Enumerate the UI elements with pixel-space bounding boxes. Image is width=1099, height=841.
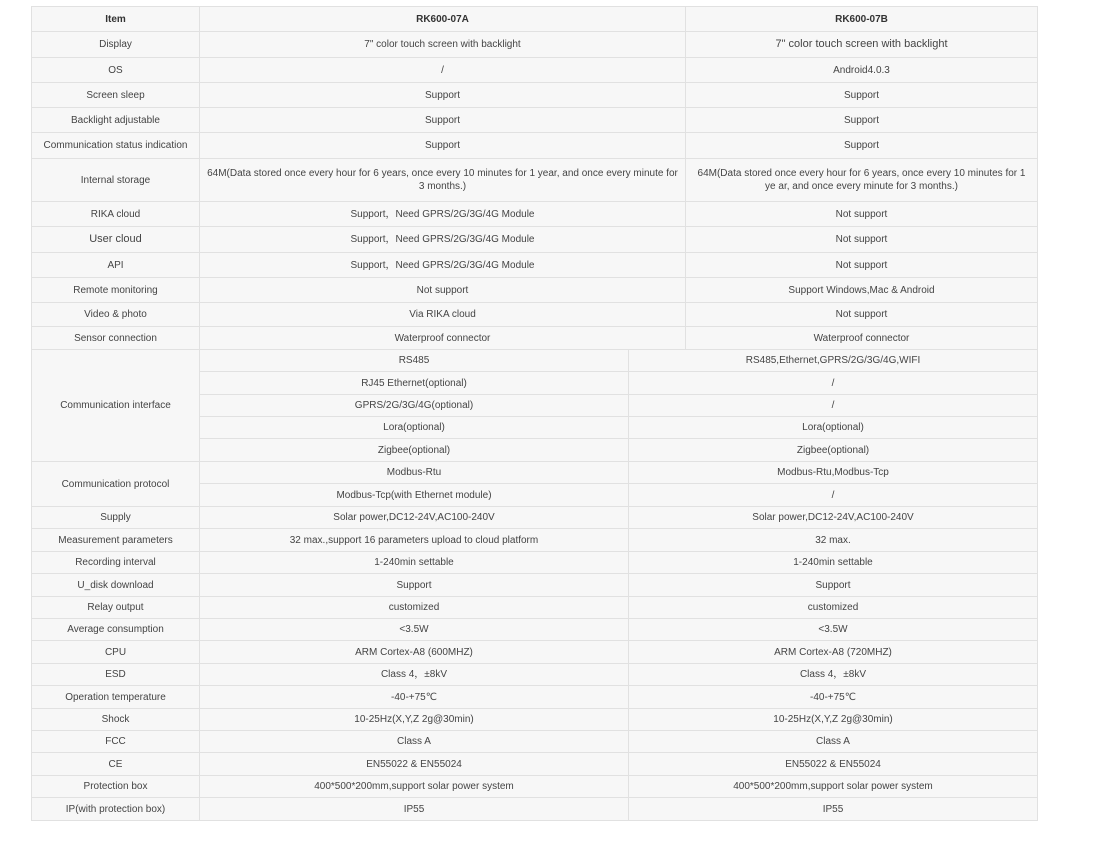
model-b-value: Not support xyxy=(686,303,1038,327)
model-b-value: Not support xyxy=(686,227,1038,253)
model-b-value: RS485,Ethernet,GPRS/2G/3G/4G,WIFI xyxy=(629,350,1038,372)
model-a-header: RK600-07A xyxy=(200,7,686,32)
model-a-value: / xyxy=(200,58,686,83)
model-a-value: 10-25Hz(X,Y,Z 2g@30min) xyxy=(200,709,629,731)
table-row xyxy=(32,619,1038,641)
model-a-value: Solar power,DC12-24V,AC100-240V xyxy=(200,507,629,529)
spec-table xyxy=(31,6,1038,821)
model-a-value: Lora(optional) xyxy=(200,417,629,439)
header-row xyxy=(32,7,1038,32)
table-row xyxy=(32,202,1038,227)
model-b-value: EN55022 & EN55024 xyxy=(629,753,1038,776)
model-b-value: Solar power,DC12-24V,AC100-240V xyxy=(629,507,1038,529)
model-a-value: Via RIKA cloud xyxy=(200,303,686,327)
model-a-value: Waterproof connector xyxy=(200,327,686,350)
spec-label: Average consumption xyxy=(32,619,200,641)
spec-label: CE xyxy=(32,753,200,776)
spec-label: OS xyxy=(32,58,200,83)
table-row xyxy=(32,159,1038,202)
spec-label: User cloud xyxy=(32,227,200,253)
spec-label: ESD xyxy=(32,664,200,686)
spec-label: Recording interval xyxy=(32,552,200,574)
table-row xyxy=(32,327,1038,350)
spec-label: Relay output xyxy=(32,597,200,619)
spec-label: Communication interface xyxy=(32,350,200,462)
table-row xyxy=(32,108,1038,133)
model-a-value: Zigbee(optional) xyxy=(200,439,629,462)
model-b-value: Lora(optional) xyxy=(629,417,1038,439)
table-row xyxy=(32,507,1038,529)
spec-label: Internal storage xyxy=(32,159,200,202)
model-a-value: Support xyxy=(200,133,686,159)
table-row xyxy=(32,731,1038,753)
model-b-value: <3.5W xyxy=(629,619,1038,641)
model-b-value: Android4.0.3 xyxy=(686,58,1038,83)
table-row xyxy=(32,462,1038,484)
model-a-value: Not support xyxy=(200,278,686,303)
model-b-value: Zigbee(optional) xyxy=(629,439,1038,462)
model-a-value: Class A xyxy=(200,731,629,753)
model-a-value: ARM Cortex-A8 (600MHZ) xyxy=(200,641,629,664)
model-b-value: 32 max. xyxy=(629,529,1038,552)
spec-label: Measurement parameters xyxy=(32,529,200,552)
model-a-value: customized xyxy=(200,597,629,619)
spec-label: U_disk download xyxy=(32,574,200,597)
model-b-value: -40-+75℃ xyxy=(629,686,1038,709)
model-a-value: <3.5W xyxy=(200,619,629,641)
table-row xyxy=(32,278,1038,303)
model-a-value: Support，Need GPRS/2G/3G/4G Module xyxy=(200,202,686,227)
model-a-value: Class 4，±8kV xyxy=(200,664,629,686)
table-row xyxy=(32,664,1038,686)
spec-label: API xyxy=(32,253,200,278)
spec-label: Communication status indication xyxy=(32,133,200,159)
table-row xyxy=(32,776,1038,798)
model-a-value: 1-240min settable xyxy=(200,552,629,574)
model-b-value: Class A xyxy=(629,731,1038,753)
model-b-value: 1-240min settable xyxy=(629,552,1038,574)
model-b-value: Support xyxy=(629,574,1038,597)
model-a-value: RS485 xyxy=(200,350,629,372)
spec-label: RIKA cloud xyxy=(32,202,200,227)
table-row xyxy=(32,709,1038,731)
model-a-value: Modbus-Tcp(with Ethernet module) xyxy=(200,484,629,507)
model-b-value: / xyxy=(629,372,1038,395)
model-a-value: GPRS/2G/3G/4G(optional) xyxy=(200,395,629,417)
table-row xyxy=(32,529,1038,552)
spec-label: Protection box xyxy=(32,776,200,798)
model-b-value: / xyxy=(629,395,1038,417)
model-b-value: Support Windows,Mac & Android xyxy=(686,278,1038,303)
table-row xyxy=(32,574,1038,597)
item-header: Item xyxy=(32,7,200,32)
table-row xyxy=(32,597,1038,619)
model-b-value: Class 4，±8kV xyxy=(629,664,1038,686)
model-a-value: 64M(Data stored once every hour for 6 years, once every 10 minutes for 1 year, and once every minute for 3 months.) xyxy=(200,159,686,202)
model-b-value: ARM Cortex-A8 (720MHZ) xyxy=(629,641,1038,664)
model-a-value: Support xyxy=(200,108,686,133)
spec-label: Screen sleep xyxy=(32,83,200,108)
table-row xyxy=(32,641,1038,664)
model-b-value: Not support xyxy=(686,202,1038,227)
table-row xyxy=(32,350,1038,372)
model-b-value: Support xyxy=(686,108,1038,133)
model-a-value: Support，Need GPRS/2G/3G/4G Module xyxy=(200,227,686,253)
spec-label: Sensor connection xyxy=(32,327,200,350)
spec-label: Video & photo xyxy=(32,303,200,327)
table-row xyxy=(32,227,1038,253)
model-b-value: Support xyxy=(686,83,1038,108)
spec-label: Remote monitoring xyxy=(32,278,200,303)
model-b-value: Support xyxy=(686,133,1038,159)
model-a-value: Support，Need GPRS/2G/3G/4G Module xyxy=(200,253,686,278)
table-row xyxy=(32,58,1038,83)
spec-label: Shock xyxy=(32,709,200,731)
model-b-value: 10-25Hz(X,Y,Z 2g@30min) xyxy=(629,709,1038,731)
model-b-value: 64M(Data stored once every hour for 6 years, once every 10 minutes for 1 ye ar, and once every minute for 3 months.) xyxy=(686,159,1038,202)
model-b-value: IP55 xyxy=(629,798,1038,821)
model-b-value: Modbus-Rtu,Modbus-Tcp xyxy=(629,462,1038,484)
model-a-value: Support xyxy=(200,83,686,108)
model-b-value: / xyxy=(629,484,1038,507)
table-row xyxy=(32,753,1038,776)
table-row xyxy=(32,303,1038,327)
model-a-value: 400*500*200mm,support solar power system xyxy=(200,776,629,798)
table-row xyxy=(32,83,1038,108)
model-a-value: IP55 xyxy=(200,798,629,821)
model-a-value: 32 max.,support 16 parameters upload to cloud platform xyxy=(200,529,629,552)
table-row xyxy=(32,686,1038,709)
table-row xyxy=(32,552,1038,574)
model-a-value: EN55022 & EN55024 xyxy=(200,753,629,776)
table-row xyxy=(32,798,1038,821)
table-row xyxy=(32,32,1038,58)
model-a-value: -40-+75℃ xyxy=(200,686,629,709)
spec-label: CPU xyxy=(32,641,200,664)
model-a-value: RJ45 Ethernet(optional) xyxy=(200,372,629,395)
spec-label: FCC xyxy=(32,731,200,753)
model-a-value: 7" color touch screen with backlight xyxy=(200,32,686,58)
model-b-header: RK600-07B xyxy=(686,7,1038,32)
model-b-value: Not support xyxy=(686,253,1038,278)
spec-label: Display xyxy=(32,32,200,58)
table-row xyxy=(32,133,1038,159)
spec-label: Operation temperature xyxy=(32,686,200,709)
table-row xyxy=(32,253,1038,278)
spec-label: Communication protocol xyxy=(32,462,200,507)
spec-label: IP(with protection box) xyxy=(32,798,200,821)
model-a-value: Support xyxy=(200,574,629,597)
model-a-value: Modbus-Rtu xyxy=(200,462,629,484)
spec-label: Supply xyxy=(32,507,200,529)
spec-label: Backlight adjustable xyxy=(32,108,200,133)
model-b-value: Waterproof connector xyxy=(686,327,1038,350)
model-b-value: 400*500*200mm,support solar power system xyxy=(629,776,1038,798)
model-b-value: 7" color touch screen with backlight xyxy=(686,32,1038,58)
model-b-value: customized xyxy=(629,597,1038,619)
